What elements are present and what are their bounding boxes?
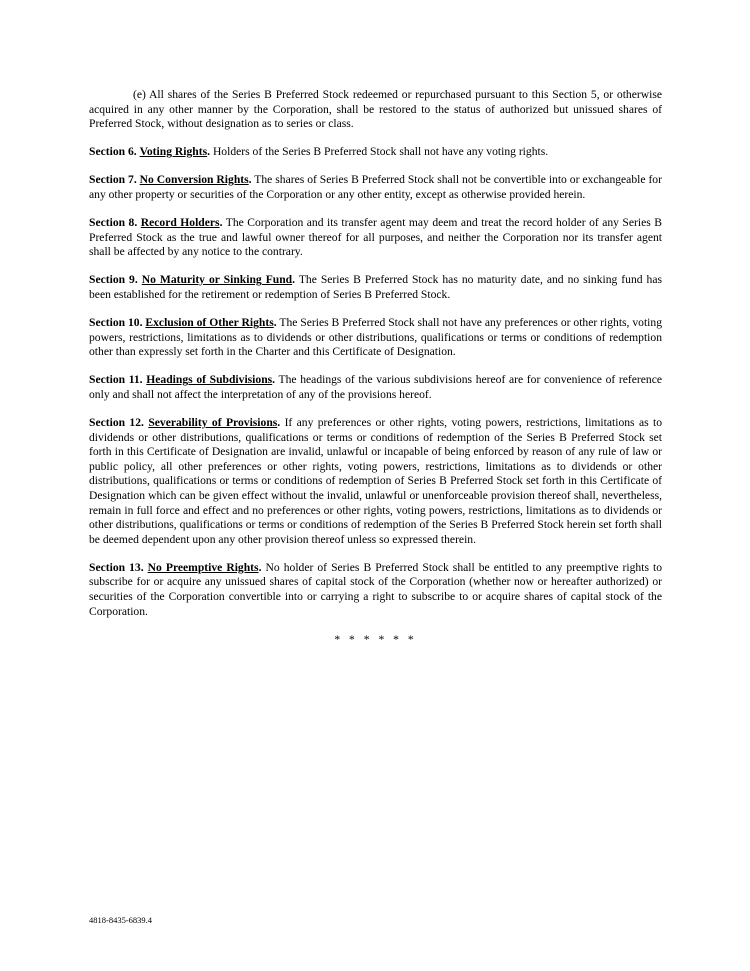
section-text: If any preferences or other rights, voting powers, restrictions, limitations as to dividends or other distributions, qualifications or terms or conditions of redemption of the Series B Preferred Stock set forth in this Certificate of Designation are invalid, unlawful or incapable of being enforced by reason of any rule of law or public policy, all other preferences or other rights, voting powers, restrictions, limitations as to dividends or other distributions, qualifications or terms or conditions of redemption of Series B Preferred Stock set forth in this Certificate of Designation which can be given effect without the invalid, unlawful or unenforceable provision thereof shall, nevertheless, remain in full force and effect and no preferences or other rights, voting powers, restrictions, limitations as to dividends or other distributions, qualifications or terms or conditions of redemption of the Series B Preferred Stock herein set forth shall be deemed dependent upon any other provision thereof unless so expressed therein. <box>89 416 662 546</box>
section-number: Section 6. <box>89 145 137 159</box>
section-title: No Maturity or Sinking Fund <box>141 273 293 287</box>
section-number: Section 8. <box>89 216 138 230</box>
section-title: Voting Rights <box>139 145 208 159</box>
section-text: The Series B Preferred Stock shall not have any preferences or other rights, voting powers, restrictions, limitations as to dividends or other distributions, qualifications or terms or conditions of redemption other than expressly set forth in the Charter and this Certificate of Designation. <box>89 316 662 359</box>
section-9: Section 9. No Maturity or Sinking Fund. The Series B Preferred Stock has no maturity date, and no sinking fund has been established for the retirement or redemption of Series B Preferred Stock. <box>89 273 662 301</box>
section-7: Section 7. No Conversion Rights. The shares of Series B Preferred Stock shall not be convertible into or exchangeable for any other property or securities of the Corporation or any other entity, except as otherwise provided herein. <box>89 173 662 201</box>
section-6: Section 6. Voting Rights. Holders of the Series B Preferred Stock shall not have any voting rights. <box>89 145 549 159</box>
section-text: The Series B Preferred Stock has no maturity date, and no sinking fund has been established for the retirement or redemption of Series B Preferred Stock. <box>89 273 662 301</box>
section-title: Record Holders <box>140 216 220 230</box>
document-id-footer: 4818-8435-6839.4 <box>89 915 153 925</box>
paragraph-5e: (e) All shares of the Series B Preferred Stock redeemed or repurchased pursuant to this Section 5, or otherwise acquired in any other manner by the Corporation, shall be restored to the status of authorized but unissued shares of Preferred Stock, without designation as to series or class. <box>89 88 662 131</box>
end-of-document-marker: * * * * * * <box>334 632 417 646</box>
section-number: Section 10. <box>89 316 143 330</box>
section-10: Section 10. Exclusion of Other Rights. The Series B Preferred Stock shall not have any preferences or other rights, voting powers, restrictions, limitations as to dividends or other distributions, qualifications or terms or conditions of redemption other than expressly set forth in the Charter and this Certificate of Designation. <box>89 316 662 359</box>
section-title: Headings of Subdivisions <box>146 373 273 387</box>
section-number: Section 12. <box>89 416 144 429</box>
section-8: Section 8. Record Holders. The Corporation and its transfer agent may deem and treat the record holder of any Series B Preferred Stock as the true and lawful owner thereof for all purposes, and neither the Corporation nor its transfer agent shall be affected by any notice to the contrary. <box>89 216 662 259</box>
section-text: The Corporation and its transfer agent may deem and treat the record holder of any Series B Preferred Stock as the true and lawful owner thereof for all purposes, and neither the Corporation nor its transfer agent shall be affected by any notice to the contrary. <box>89 216 662 259</box>
section-12: Section 12. Severability of Provisions. If any preferences or other rights, voting powers, restrictions, limitations as to dividends or other distributions, qualifications or terms or conditions of redemption of the Series B Preferred Stock set forth in this Certificate of Designation are invalid, unlawful or incapable of being enforced by reason of any rule of law or public policy, all other preferences or other rights, voting powers, restrictions, limitations as to dividends or other distributions, qualifications or terms or conditions of redemption of Series B Preferred Stock set forth in this Certificate of Designation which can be given effect without the invalid, unlawful or unenforceable provision thereof shall, nevertheless, remain in full force and effect and no preferences or other rights, voting powers, restrictions, limitations as to dividends or other distributions, qualifications or terms or conditions of redemption of the Series B Preferred Stock herein set forth shall be deemed dependent upon any other provision thereof unless so expressed therein. <box>89 416 662 546</box>
section-title: No Preemptive Rights <box>147 560 259 574</box>
section-text: The headings of the various subdivisions hereof are for convenience of reference only and shall not affect the interpretation of any of the provisions hereof. <box>89 373 662 401</box>
section-number: Section 13. <box>89 560 144 574</box>
section-title: Severability of Provisions <box>148 416 278 429</box>
section-11: Section 11. Headings of Subdivisions. The headings of the various subdivisions hereof are for convenience of reference only and shall not affect the interpretation of any of the provisions hereof. <box>89 373 662 401</box>
document-body <box>89 88 662 647</box>
section-number: Section 11. <box>89 373 143 387</box>
section-text: No holder of Series B Preferred Stock shall be entitled to any preemptive rights to subscribe for or acquire any unissued shares of capital stock of the Corporation (whether now or hereafter authorized) or securities of the Corporation convertible into or carrying a right to subscribe to or acquire shares of capital stock of the Corporation. <box>89 560 663 618</box>
section-number: Section 7. <box>89 173 137 187</box>
section-title: No Conversion Rights <box>139 173 249 187</box>
section-text: The shares of Series B Preferred Stock shall not be convertible into or exchangeable for any other property or securities of the Corporation or any other entity, except as otherwise provided herein. <box>89 173 662 201</box>
section-13: Section 13. No Preemptive Rights. No holder of Series B Preferred Stock shall be entitled to any preemptive rights to subscribe for or acquire any unissued shares of capital stock of the Corporation (whether now or hereafter authorized) or securities of the Corporation convertible into or carrying a right to subscribe to or acquire shares of capital stock of the Corporation. <box>89 560 663 618</box>
section-title: Exclusion of Other Rights <box>145 316 274 330</box>
section-number: Section 9. <box>89 273 138 287</box>
section-text: Holders of the Series B Preferred Stock shall not have any voting rights. <box>212 145 549 159</box>
